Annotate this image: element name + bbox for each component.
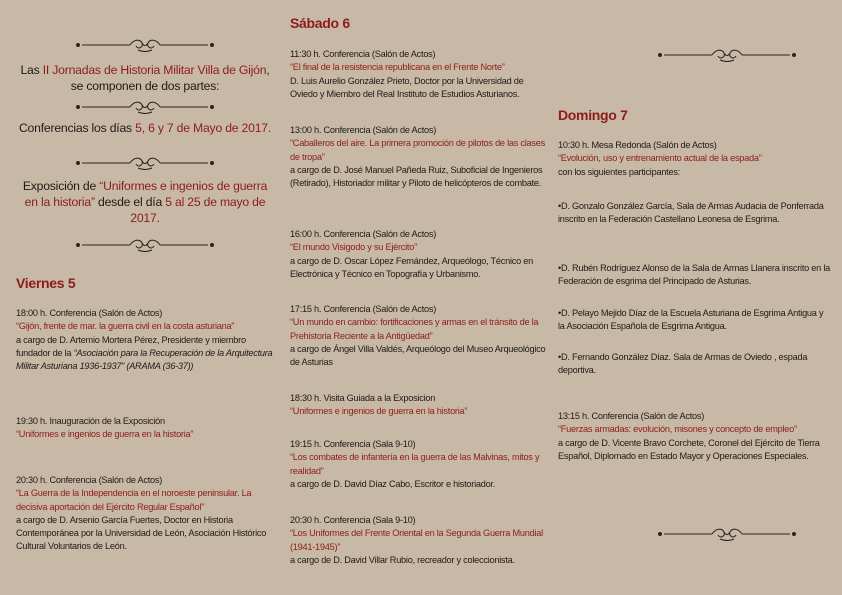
- event-time: 20:30 h. Conferencia (Salón de Actos): [16, 475, 163, 485]
- intro-paragraph-1: Las II Jornadas de Historia Militar Villa de Gijón, se componen de dos partes:: [20, 63, 270, 93]
- event-title: “La Guerra de la Independencia en el noroeste peninsular. La decisiva aportación del Ejército Regular Español”: [16, 488, 252, 512]
- flourish-divider: [68, 38, 222, 52]
- event-speaker: a cargo de D. Artemio Mortera Pérez, Presidente y miembro fundador de la “Asociación para la Recuperación de la Arquitectura Militar Asturiana 1936-1937” (ARAMA (36-37)): [16, 334, 273, 372]
- event-viernes-2: [16, 415, 274, 442]
- event-sabado-4: [290, 303, 552, 369]
- participant-item: •D. Rubén Rodríguez Alonso de la Sala de Armas Llanera inscrito en la Federación de esgrima del Principado de Asturias.: [558, 263, 830, 287]
- participant-item: •D. Gonzalo González García, Sala de Armas Audacia de Ponferrada inscrito en la Federación Castellano Leonesa de Esgrima.: [558, 201, 824, 225]
- event-speaker: D. Luis Aurelio González Prieto, Doctor por la Universidad de Oviedo y Miembro del Real Instituto de Estudios Asturianos.: [290, 75, 524, 99]
- event-time: 18:00 h. Conferencia (Salón de Actos): [16, 308, 163, 318]
- event-sabado-7: [290, 514, 552, 567]
- event-speaker: a cargo de D. José Manuel Pañeda Ruiz, Suboficial de Ingenieros (Retirado), Historiador militar y Piloto de helicópteros de combate.: [290, 164, 543, 189]
- event-sabado-5: [290, 392, 552, 419]
- event-title: “Uniformes e ingenios de guerra en la historia”: [16, 429, 194, 440]
- event-speaker: a cargo de D. Arsenio García Fuertes, Doctor en Historia Contemporánea por la Universidad de León, Asociación Histórico Cultural Voluntarios de León.: [16, 514, 267, 552]
- event-sabado-2: [290, 124, 552, 190]
- event-domingo-conferencia: [558, 410, 830, 463]
- event-time: 17:15 h. Conferencia (Salón de Actos): [290, 304, 437, 314]
- intro-paragraph-3: Exposición de “Uniformes e ingenios de guerra en la historia” desde el día 5 al 25 de mayo de 2017.: [22, 179, 268, 225]
- event-speaker: a cargo de D. Vicente Bravo Corchete, Coronel del Ejército de Tierra Español, Diplomado en Estado Mayor y Operaciones Especiales.: [558, 437, 820, 461]
- flourish-divider: [68, 100, 222, 114]
- flourish-divider: [650, 48, 804, 62]
- event-title: “Los combates de infantería en la guerra de las Malvinas, mitos y realidad”: [290, 452, 540, 476]
- event-sabado-6: [290, 438, 552, 491]
- flourish-divider: [68, 238, 222, 252]
- event-time: 11:30 h. Conferencia (Salón de Actos): [290, 49, 436, 59]
- event-time: 19:30 h. Inauguración de la Exposición: [16, 416, 165, 426]
- event-title: “El final de la resistencia republicana en el Frente Norte”: [290, 62, 505, 73]
- event-intro: con los siguientes participantes:: [558, 166, 680, 177]
- event-title: “Fuerzas armadas: evolución, misones y concepto de empleo”: [558, 424, 797, 435]
- event-time: 20:30 h. Conferencia (Sala 9-10): [290, 515, 416, 525]
- event-domingo-mesa: [558, 139, 830, 179]
- intro-paragraph-2: Conferencias los días 5, 6 y 7 de Mayo de 2017.: [18, 121, 272, 135]
- event-title: “Los Uniformes del Frente Oriental en la Segunda Guerra Mundial (1941-1945)”: [290, 528, 543, 552]
- event-sabado-1: [290, 48, 552, 101]
- event-speaker: a cargo de D. Oscar López Fernández, Arqueólogo, Técnico en Electrónica y Técnico en Topografía y Urbanismo.: [290, 255, 533, 279]
- event-title: “Evolución, uso y entrenamiento actual de la espada”: [558, 153, 762, 164]
- participant-item: •D. Pelayo Mejido Díaz de la Escuela Asturiana de Esgrima Antigua y la Asociación Española de Esgrima Antigua.: [558, 308, 824, 332]
- event-time: 19:15 h. Conferencia (Sala 9-10): [290, 439, 416, 449]
- event-time: 16:00 h. Conferencia (Salón de Actos): [290, 229, 437, 239]
- event-title: “Caballeros del aire. La primera promoción de pilotos de las clases de tropa”: [290, 138, 545, 162]
- flourish-divider: [650, 527, 804, 541]
- event-title: “Gijón, frente de mar. la guerra civil en la costa asturiana”: [16, 321, 235, 332]
- event-speaker: a cargo de D. David Díaz Cabo, Escritor e historiador.: [290, 478, 496, 489]
- day-heading-sabado: Sábado 6: [290, 15, 350, 31]
- event-sabado-3: [290, 228, 552, 281]
- day-heading-domingo: Domingo 7: [558, 107, 628, 123]
- event-title: “El mundo Visigodo y su Ejército”: [290, 242, 417, 253]
- event-time: 10:30 h. Mesa Redonda (Salón de Actos): [558, 140, 717, 150]
- event-time: 13:15 h. Conferencia (Salón de Actos): [558, 411, 705, 421]
- participant-item: •D. Fernando González Díaz. Sala de Armas de Oviedo , espada deportiva.: [558, 352, 808, 376]
- event-title: “Uniformes e ingenios de guerra en la historia”: [290, 406, 468, 417]
- event-title: “Un mundo en cambio: fortificaciones y armas en el tránsito de la Prehistoria Reciente a la Antigüedad”: [290, 317, 539, 341]
- event-time: 18:30 h. Visita Guiada a la Exposicion: [290, 393, 436, 403]
- event-speaker: a cargo de Ángel Villa Valdés, Arqueólogo del Museo Arqueológico de Asturias: [290, 343, 546, 368]
- event-time: 13:00 h. Conferencia (Salón de Actos): [290, 125, 437, 135]
- event-viernes-1: [16, 307, 274, 373]
- day-heading-viernes: Viernes 5: [16, 275, 76, 291]
- event-speaker: a cargo de D. David Villar Rubio, recreador y coleccionista.: [290, 554, 515, 565]
- event-viernes-3: [16, 474, 274, 554]
- flourish-divider: [68, 156, 222, 170]
